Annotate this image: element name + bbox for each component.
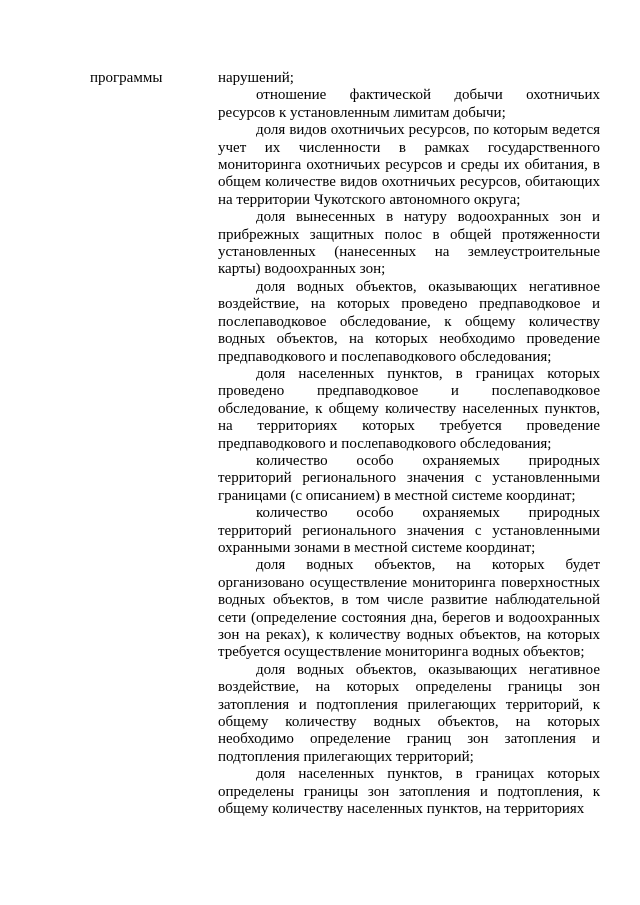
paragraph: доля водных объектов, оказывающих негативное воздействие, на которых проведено предпаводковое и послепаводковое обследование, к общему количеству водных объектов, на которых необходимо проведение предпаводкового и послепаводкового обследования;	[218, 278, 600, 365]
table-left-cell-label: программы	[90, 70, 163, 86]
paragraph: доля водных объектов, оказывающих негативное воздействие, на которых определены границы зон затопления и подтопления прилегающих территорий, к общему количеству водных объектов, на которых необходимо определение границ зон затопления и подтопления прилегающих территорий;	[218, 661, 600, 765]
paragraph: доля видов охотничьих ресурсов, по которым ведется учет их численности в рамках государственного мониторинга охотничьих ресурсов и среды их обитания, в общем количестве видов охотничьих ресурсов, обитающих на территории Чукотского автономного округа;	[218, 122, 600, 208]
paragraph: доля населенных пунктов, в границах которых определены границы зон затопления и подтопления, к общему количеству населенных пунктов, на территориях	[218, 766, 600, 818]
paragraph: количество особо охраняемых природных территорий регионального значения с установленными охранными зонами в местной системе координат;	[218, 505, 600, 556]
paragraph: количество особо охраняемых природных территорий регионального значения с установленными границами (с описанием) в местной системе координат;	[218, 452, 600, 504]
paragraph: доля населенных пунктов, в границах которых проведено предпаводковое и послепаводковое обследование, к общему количеству населенных пунктов, на территориях которых требуется проведение предпаводкового и послепаводкового обследования;	[218, 365, 600, 452]
table-right-cell-text	[218, 70, 600, 818]
paragraph: доля вынесенных в натуру водоохранных зон и прибрежных защитных полос в общей протяженности установленных (нанесенных на землеустроительные карты) водоохранных зон;	[218, 209, 600, 278]
paragraph: отношение фактической добычи охотничьих ресурсов к установленным лимитам добычи;	[218, 87, 600, 121]
paragraph: доля водных объектов, на которых будет организовано осуществление мониторинга поверхностных водных объектов, в том числе развитие наблюдательной сети (определение состояния дна, берегов и водоохранных зон на реках), к количеству водных объектов, на которых требуется осуществление мониторинга водных объектов;	[218, 557, 600, 661]
paragraph: нарушений;	[218, 70, 294, 86]
